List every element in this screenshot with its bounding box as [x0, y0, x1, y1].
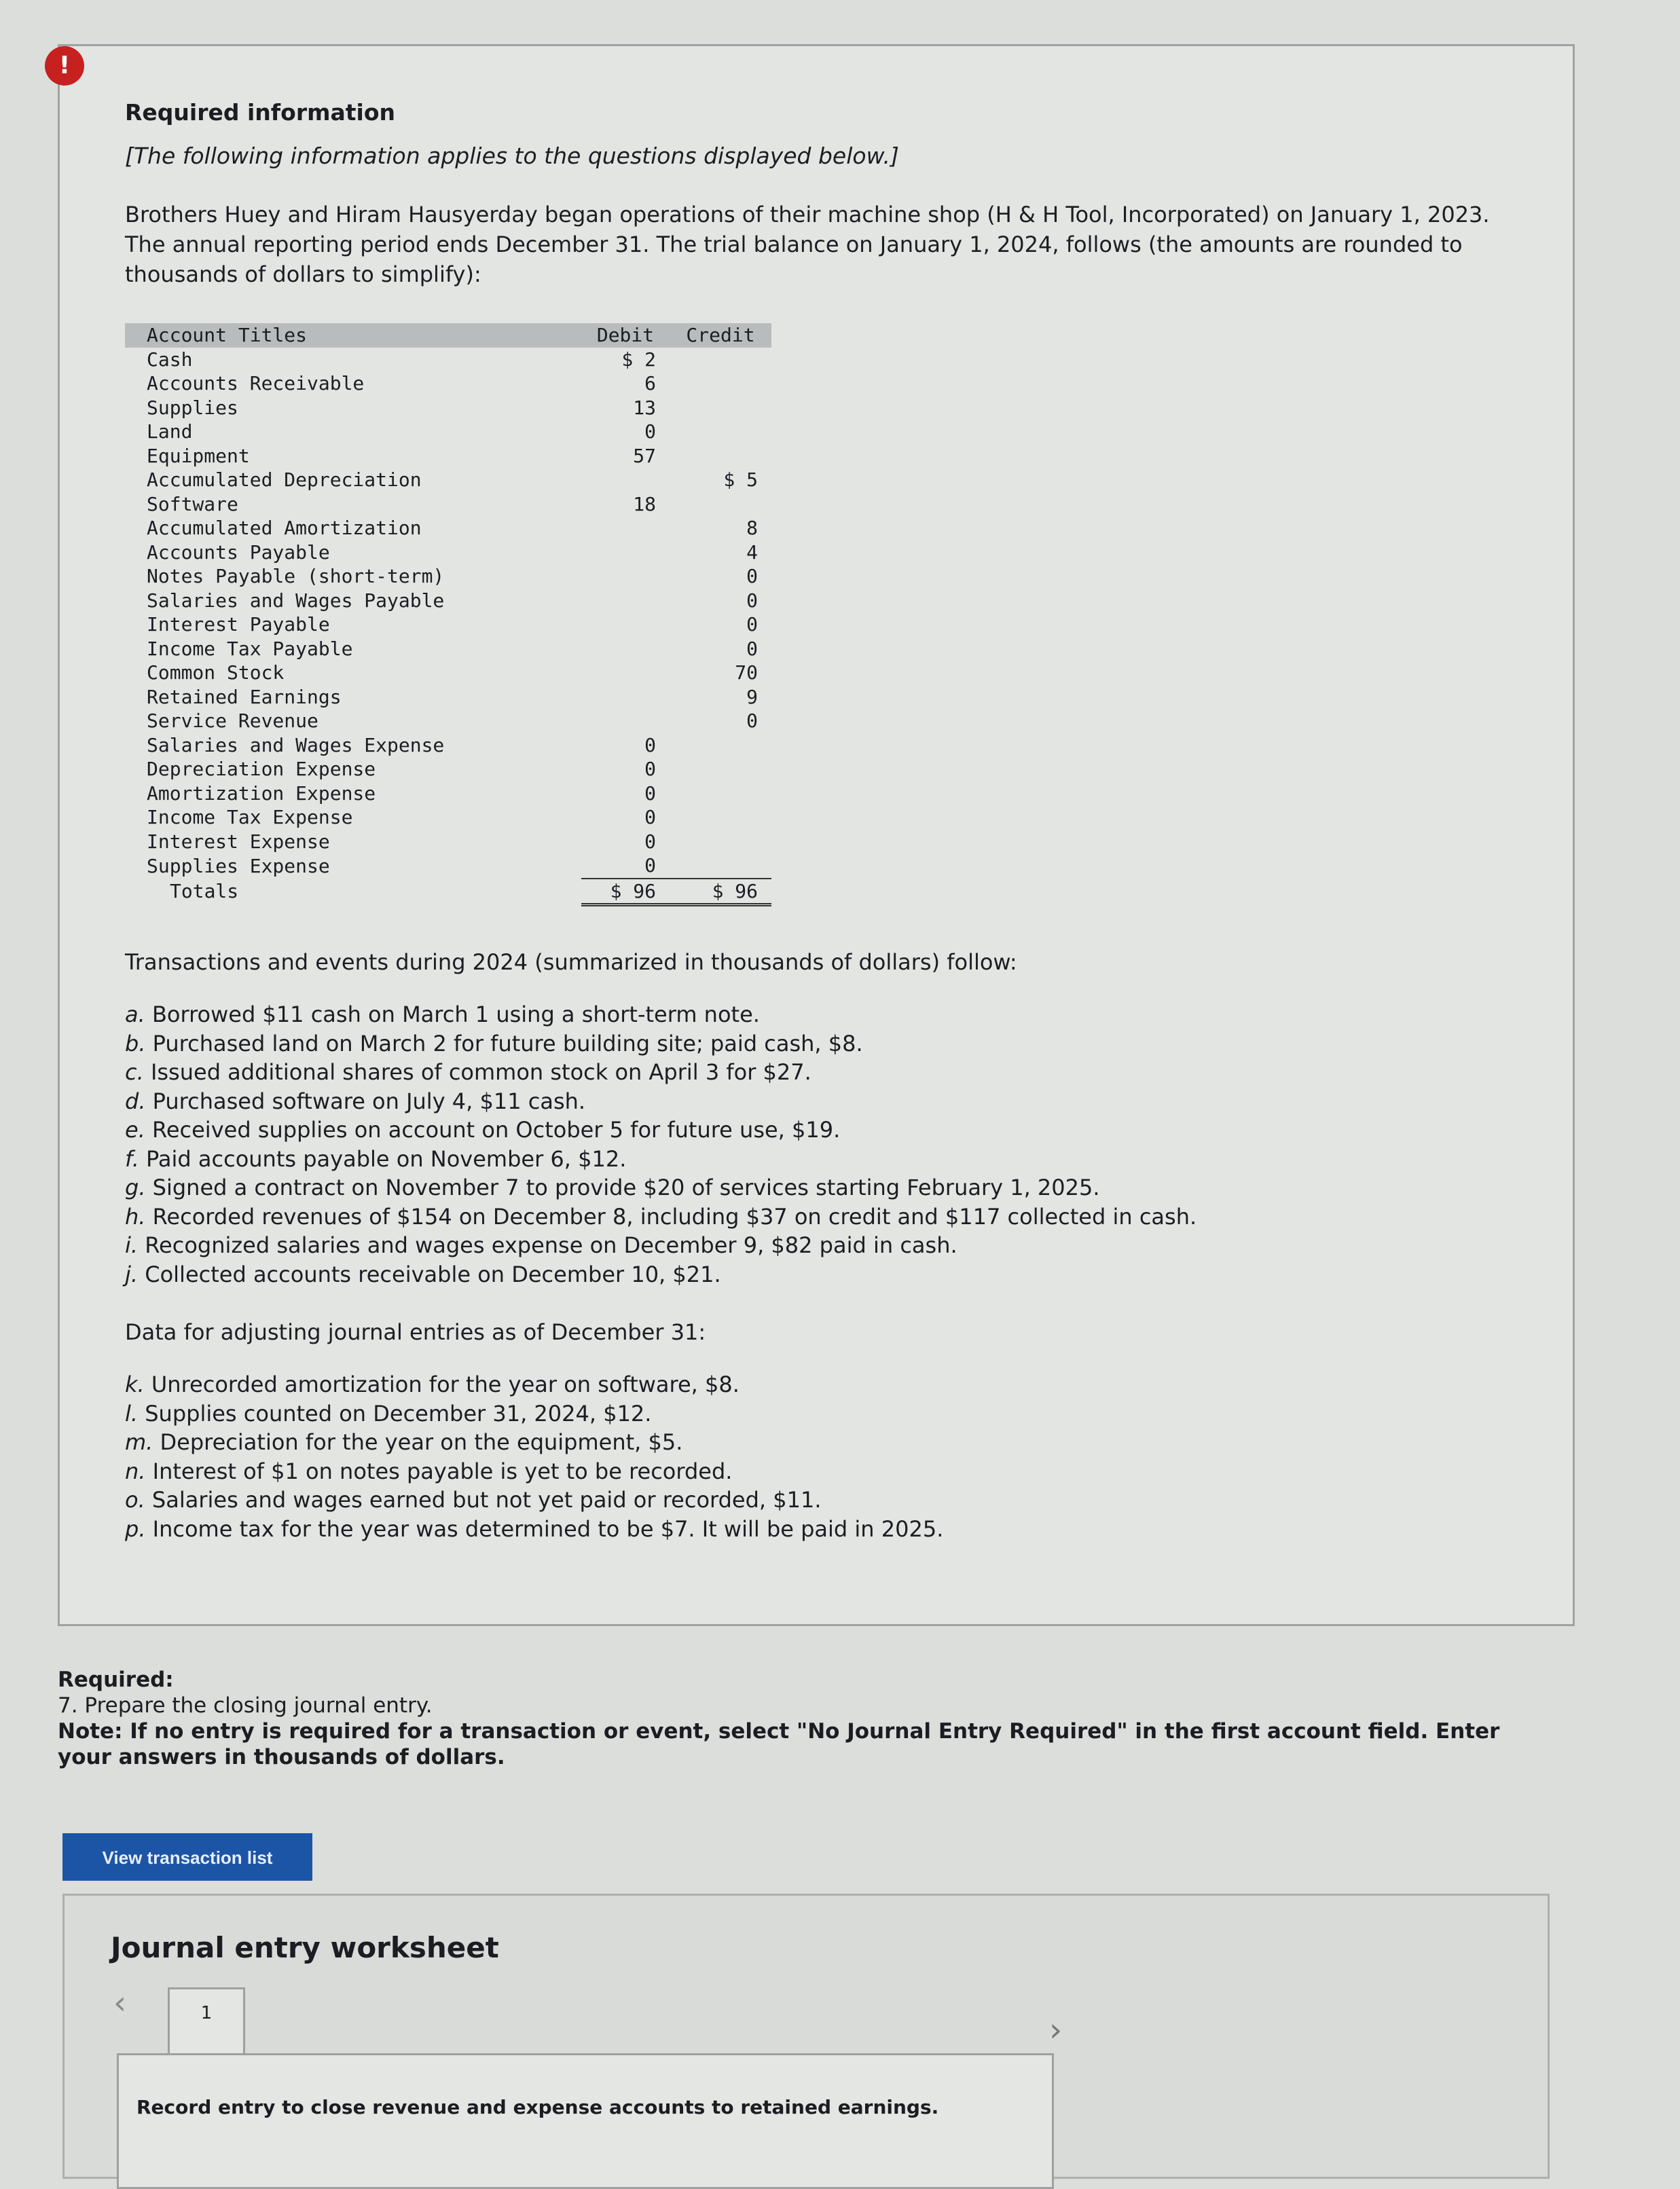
- account-title: Depreciation Expense: [147, 758, 376, 780]
- account-title: Supplies: [147, 396, 238, 419]
- debit-amount: [581, 661, 670, 685]
- table-row: [125, 733, 771, 758]
- table-row: [125, 420, 771, 444]
- table-row: [125, 396, 771, 420]
- table-row: [125, 709, 771, 733]
- transactions-heading: Transactions and events during 2024 (summarized in thousands of dollars) follow:: [125, 949, 1017, 975]
- panel-heading: Required information: [125, 99, 395, 126]
- list-item: [125, 1116, 1197, 1145]
- debit-amount: [581, 468, 670, 492]
- col-account: Account Titles: [125, 323, 581, 348]
- chevron-right-icon[interactable]: ›: [1049, 2011, 1063, 2049]
- account-title: Notes Payable (short-term): [147, 565, 445, 587]
- item-letter: l.: [125, 1400, 139, 1427]
- table-row: [125, 685, 771, 710]
- debit-amount: [581, 589, 670, 613]
- table-row: [125, 540, 771, 565]
- credit-amount: [670, 444, 771, 468]
- trial-balance-table: [125, 323, 771, 906]
- account-title: Interest Expense: [147, 830, 330, 853]
- worksheet-instruction: Record entry to close revenue and expense accounts to retained earnings.: [136, 2096, 939, 2118]
- table-row: [125, 444, 771, 468]
- item-letter: k.: [125, 1372, 145, 1397]
- debit-amount: [581, 540, 670, 565]
- panel-note: [The following information applies to the questions displayed below.]: [125, 143, 899, 169]
- table-row: [125, 564, 771, 589]
- item-letter: h.: [125, 1203, 146, 1230]
- credit-amount: [670, 757, 771, 781]
- table-row: [125, 348, 771, 372]
- credit-amount: $ 5: [723, 468, 758, 491]
- item-text: Recognized salaries and wages expense on December 9, $82 paid in cash.: [145, 1232, 957, 1258]
- list-item: [125, 1202, 1197, 1232]
- account-title: Accounts Receivable: [147, 372, 365, 394]
- item-letter: b.: [125, 1030, 146, 1056]
- item-letter: c.: [125, 1059, 144, 1085]
- account-title: Accounts Payable: [147, 540, 330, 564]
- list-item: [125, 1087, 1197, 1116]
- worksheet-title: Journal entry worksheet: [111, 1931, 499, 1964]
- list-item: [125, 1370, 943, 1399]
- item-text: Borrowed $11 cash on March 1 using a short-term note.: [151, 1001, 760, 1027]
- item-text: Unrecorded amortization for the year on software, $8.: [151, 1372, 739, 1397]
- table-row: [125, 371, 771, 396]
- item-text: Received supplies on account on October 5 for future use, $19.: [152, 1117, 841, 1143]
- debit-amount: 0: [644, 830, 656, 853]
- list-item: [125, 1457, 943, 1486]
- credit-amount: 0: [746, 565, 758, 587]
- list-item: [125, 1000, 1197, 1029]
- item-letter: o.: [125, 1487, 145, 1513]
- credit-amount: 8: [746, 517, 758, 539]
- list-item: [125, 1173, 1197, 1202]
- account-title: Income Tax Payable: [147, 637, 353, 660]
- debit-amount: $ 2: [621, 348, 656, 371]
- list-item: [125, 1145, 1197, 1174]
- account-title: Retained Earnings: [147, 685, 342, 708]
- credit-amount: 9: [746, 685, 758, 708]
- debit-amount: 0: [644, 806, 656, 828]
- credit-amount: [670, 733, 771, 758]
- item-letter: j.: [125, 1261, 139, 1287]
- item-text: Issued additional shares of common stock on April 3 for $27.: [150, 1059, 811, 1085]
- view-transaction-list-button[interactable]: View transaction list: [62, 1833, 312, 1881]
- totals-label: Totals: [170, 880, 239, 903]
- debit-amount: [581, 709, 670, 733]
- item-text: Income tax for the year was determined to be $7. It will be paid in 2025.: [152, 1515, 944, 1542]
- table-row: [125, 492, 771, 517]
- chevron-left-icon[interactable]: ‹: [113, 1984, 127, 2022]
- table-row: [125, 853, 771, 879]
- debit-amount: 0: [644, 781, 656, 805]
- table-row: [125, 589, 771, 613]
- list-item: [125, 1428, 943, 1457]
- account-title: Service Revenue: [147, 710, 318, 732]
- item-letter: f.: [125, 1145, 139, 1172]
- worksheet-tab-1[interactable]: 1: [168, 1987, 245, 2055]
- required-question: 7. Prepare the closing journal entry.: [58, 1693, 433, 1718]
- alert-icon: !: [45, 46, 84, 86]
- journal-entry-worksheet: [62, 1894, 1550, 2179]
- item-text: Salaries and wages earned but not yet paid or recorded, $11.: [151, 1487, 822, 1513]
- account-title: Salaries and Wages Payable: [147, 589, 445, 612]
- credit-amount: 0: [746, 589, 758, 612]
- account-title: Accumulated Amortization: [147, 517, 422, 539]
- debit-amount: [581, 612, 670, 637]
- item-text: Signed a contract on November 7 to provide $20 of services starting February 1, 2025.: [152, 1175, 1100, 1200]
- required-note: Note: If no entry is required for a transaction or event, select "No Journal Entry Required" in the first account field. Enter your answers in thousands of dollars.: [58, 1719, 1500, 1769]
- account-title: Cash: [147, 348, 193, 371]
- item-text: Interest of $1 on notes payable is yet to be recorded.: [152, 1458, 733, 1484]
- table-row: [125, 805, 771, 830]
- debit-amount: [581, 564, 670, 589]
- col-credit: Credit: [670, 323, 771, 348]
- table-row: [125, 468, 771, 492]
- credit-amount: [670, 348, 771, 372]
- credit-amount: [670, 830, 771, 854]
- debit-amount: 57: [633, 444, 656, 467]
- item-letter: m.: [125, 1429, 153, 1455]
- account-title: Accumulated Depreciation: [147, 468, 422, 491]
- credit-amount: 0: [746, 710, 758, 732]
- credit-amount: [670, 371, 771, 396]
- account-title: Equipment: [147, 444, 250, 467]
- table-row: [125, 781, 771, 806]
- credit-amount: [670, 805, 771, 830]
- item-letter: a.: [125, 1001, 145, 1027]
- item-letter: d.: [125, 1088, 146, 1114]
- adjusting-heading: Data for adjusting journal entries as of December 31:: [125, 1319, 706, 1345]
- col-debit: Debit: [581, 323, 670, 348]
- credit-amount: [670, 853, 771, 879]
- required-label: Required:: [58, 1668, 174, 1692]
- debit-amount: 0: [644, 758, 656, 780]
- account-title: Interest Payable: [147, 613, 330, 636]
- credit-amount: [670, 492, 771, 517]
- debit-amount: [581, 637, 670, 661]
- item-text: Purchased software on July 4, $11 cash.: [152, 1088, 586, 1114]
- debit-amount: [581, 516, 670, 540]
- item-text: Supplies counted on December 31, 2024, $12.: [145, 1400, 652, 1427]
- list-item: [125, 1029, 1197, 1059]
- credit-amount: 70: [735, 661, 758, 684]
- table-row: [125, 661, 771, 685]
- adjustments-list: [125, 1370, 943, 1543]
- table-row: [125, 516, 771, 540]
- table-row: [125, 637, 771, 661]
- debit-amount: 18: [633, 492, 656, 515]
- item-letter: g.: [125, 1175, 146, 1200]
- item-text: Paid accounts payable on November 6, $12.: [146, 1145, 627, 1172]
- transactions-list: [125, 1000, 1197, 1289]
- total-credit: $ 96: [670, 879, 771, 905]
- debit-amount: 6: [644, 372, 656, 394]
- table-row: [125, 757, 771, 781]
- account-title: Software: [147, 492, 238, 515]
- debit-amount: 0: [644, 420, 656, 443]
- debit-amount: 0: [644, 733, 656, 756]
- required-section: [58, 1667, 1518, 1770]
- intro-paragraph: Brothers Huey and Hiram Hausyerday began operations of their machine shop (H & H Tool, Incorporated) on January 1, 2023. The annual reporting period ends December 31. The trial balance on January 1, 2024, follows (the amounts are rounded to thousands of dollars to simplify):: [125, 202, 1490, 287]
- list-item: [125, 1231, 1197, 1260]
- list-item: [125, 1486, 943, 1515]
- account-title: Amortization Expense: [147, 781, 376, 805]
- credit-amount: [670, 420, 771, 444]
- item-text: Purchased land on March 2 for future building site; paid cash, $8.: [152, 1030, 863, 1056]
- debit-amount: 13: [633, 396, 656, 419]
- item-letter: p.: [125, 1515, 146, 1542]
- total-debit: $ 96: [581, 879, 670, 905]
- list-item: [125, 1399, 943, 1429]
- account-title: Supplies Expense: [147, 854, 330, 877]
- credit-amount: [670, 396, 771, 420]
- account-title: Common Stock: [147, 661, 285, 684]
- totals-row: [125, 879, 771, 905]
- item-text: Recorded revenues of $154 on December 8, including $37 on credit and $117 collected in cash.: [152, 1203, 1197, 1230]
- list-item: [125, 1515, 943, 1544]
- list-item: [125, 1058, 1197, 1087]
- item-text: Depreciation for the year on the equipment, $5.: [160, 1429, 683, 1455]
- credit-amount: 0: [746, 613, 758, 636]
- item-text: Collected accounts receivable on December 10, $21.: [145, 1261, 721, 1287]
- table-row: [125, 612, 771, 637]
- credit-amount: [670, 781, 771, 806]
- list-item: [125, 1260, 1197, 1289]
- item-letter: n.: [125, 1458, 146, 1484]
- account-title: Land: [147, 420, 193, 443]
- table-row: [125, 830, 771, 854]
- account-title: Salaries and Wages Expense: [147, 733, 445, 756]
- credit-amount: 4: [746, 540, 758, 564]
- account-title: Income Tax Expense: [147, 806, 353, 828]
- item-letter: e.: [125, 1117, 145, 1143]
- worksheet-entry-panel: [117, 2053, 1054, 2189]
- debit-amount: 0: [644, 854, 656, 877]
- credit-amount: 0: [746, 637, 758, 660]
- required-information-panel: [58, 44, 1575, 1626]
- item-letter: i.: [125, 1232, 139, 1258]
- debit-amount: [581, 685, 670, 710]
